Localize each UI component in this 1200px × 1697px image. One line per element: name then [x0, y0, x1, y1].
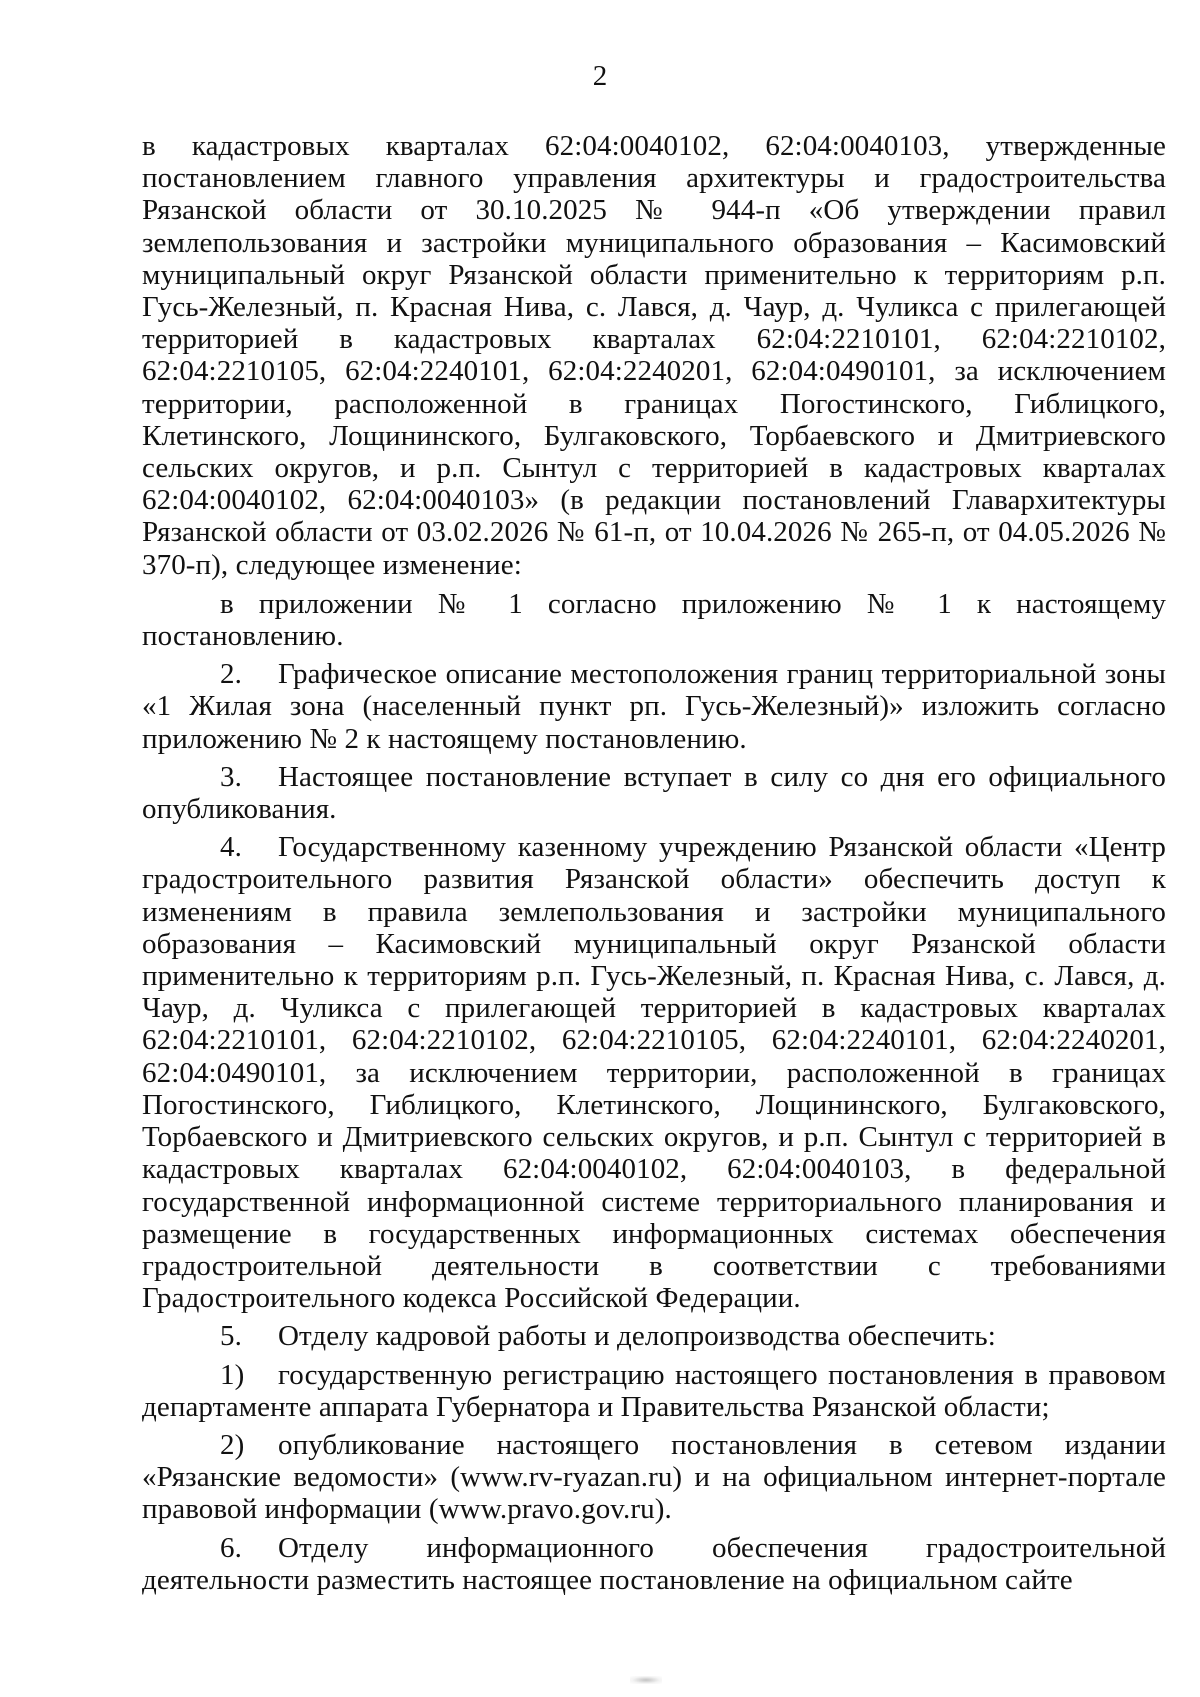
- paragraph-item-6: [142, 1532, 1166, 1596]
- item-number: 2.: [220, 658, 242, 691]
- paragraph-item-3: [142, 761, 1166, 825]
- item-number: 4.: [220, 831, 242, 864]
- paragraph-item-5: [142, 1320, 1166, 1352]
- item-text: Графическое описание местоположения границ территориальной зоны «1 Жилая зона (населенный пункт рп. Гусь-Железный)» изложить согласно приложению № 2 к настоящему постановлению.: [142, 658, 1166, 755]
- item-text: Отделу кадровой работы и делопроизводства обеспечить:: [278, 1320, 996, 1353]
- item-text: Государственному казенному учреждению Рязанской области «Центр градостроительного развития Рязанской области» обеспечить доступ к изменениям в правила землепользования и застройки муниципального образования – Касимовский муниципальный округ Рязанской области применительно к территориям р.п. Гусь-Железный, п. Красная Нива, с. Лався, д. Чаур, д. Чуликса с прилегающей территорией в кадастровых кварталах 62:04:2210101, 62:04:2210102, 62:04:2210105, 62:04:2240101, 62:04:2240201, 62:04:0490101, за исключением территории, расположенной в границах Погостинского, Гиблицкого, Клетинского, Лощининского, Булгаковского, Торбаевского и Дмитриевского сельских округов, и р.п. Сынтул с территорией в кадастровых кварталах 62:04:0040102, 62:04:0040103, в федеральной государственной информационной системе территориального планирования и размещение в государственных информационных системах обеспечения градостроительной деятельности в соответствии с требованиями Градостроительного кодекса Российской Федерации.: [142, 831, 1166, 1315]
- item-text: Настоящее постановление вступает в силу со дня его официального опубликования.: [142, 760, 1166, 826]
- paragraph-amendment-intro: в кадастровых кварталах 62:04:0040102, 62:04:0040103, утвержденные постановлением главного управления архитектуры и градостроительства Рязанской области от 30.10.2025 № 944-п «Об утверждении правил землепользования и застройки муниципального образования – Касимовский муниципальный округ Рязанской области применительно к территориям р.п. Гусь-Железный, п. Красная Нива, с. Лався, д. Чаур, д. Чуликса с прилегающей территорией в кадастровых кварталах 62:04:2210101, 62:04:2210102, 62:04:2210105, 62:04:2240101, 62:04:2240201, 62:04:0490101, за исключением территории, расположенной в границах Погостинского, Гиблицкого, Клетинского, Лощининского, Булгаковского, Торбаевского и Дмитриевского сельских округов, и р.п. Сынтул с территорией в кадастровых кварталах 62:04:0040102, 62:04:0040103» (в редакции постановлений Главархитектуры Рязанской области от 03.02.2026 № 61-п, от 10.04.2026 № 265-п, от 04.05.2026 № 370-п), следующее изменение:: [142, 130, 1166, 581]
- item-number: 5.: [220, 1320, 242, 1353]
- page-number: 2: [592, 60, 608, 92]
- item-number: 3.: [220, 760, 242, 793]
- paragraph-item-4: [142, 831, 1166, 1314]
- scan-artifact: [630, 1676, 662, 1684]
- paragraph-item-2: [142, 658, 1166, 755]
- item-text: Отделу информационного обеспечения градостроительной деятельности разместить настоящее постановление на официальном сайте: [142, 1531, 1166, 1596]
- paragraph-amendment-item: в приложении № 1 согласно приложению № 1 к настоящему постановлению.: [142, 587, 1166, 653]
- subitem-number: 1): [220, 1358, 245, 1391]
- item-number: 6.: [220, 1531, 242, 1564]
- subitem-text: государственную регистрацию настоящего постановления в правовом департаменте аппарата Губернатора и Правительства Рязанской области;: [142, 1358, 1166, 1423]
- document-body: [142, 130, 1166, 1602]
- paragraph-subitem-5-1: [142, 1359, 1166, 1423]
- paragraph-subitem-5-2: [142, 1429, 1166, 1526]
- subitem-text: опубликование настоящего постановления в сетевом издании «Рязанские ведомости» (www.rv-ryazan.ru) и на официальном интернет-портале правовой информации (www.pravo.gov.ru).: [142, 1428, 1166, 1526]
- subitem-number: 2): [220, 1428, 245, 1461]
